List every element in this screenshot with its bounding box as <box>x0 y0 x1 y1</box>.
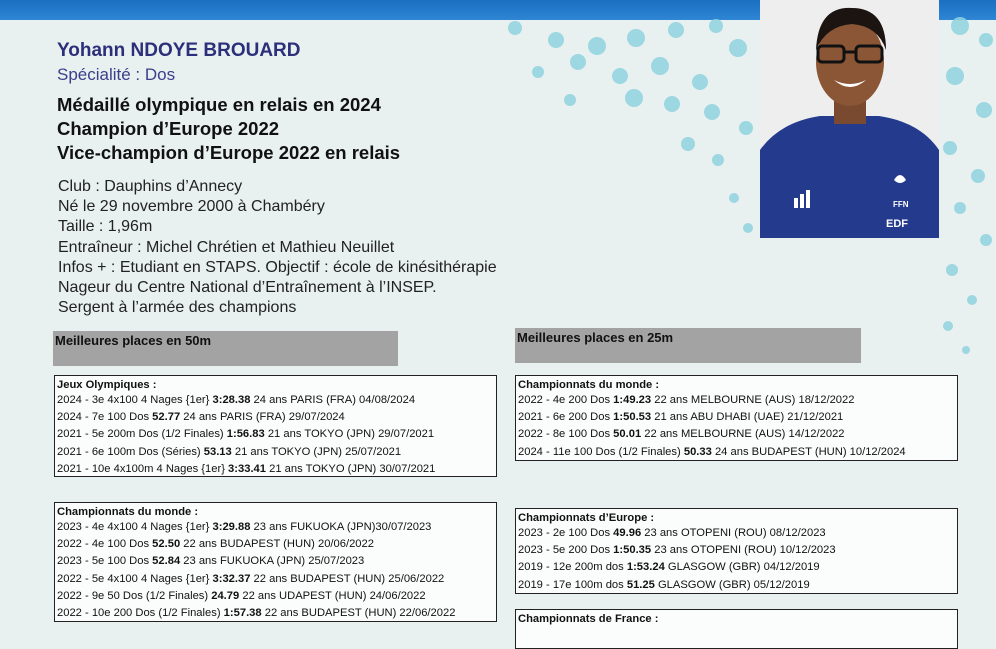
bubble <box>564 94 576 106</box>
result-details: 22 ans UDAPEST (HUN) 24/06/2022 <box>239 589 426 602</box>
result-row <box>518 525 957 542</box>
results-box-title: Championnats d’Europe : <box>518 512 655 524</box>
result-row <box>57 553 496 570</box>
edf-logo-text: EDF <box>886 218 908 230</box>
result-event: 2021 - 5e 200m Dos (1/2 Finales) <box>57 428 227 441</box>
result-event: 2024 - 7e 100 Dos <box>57 411 153 424</box>
result-time: 52.50 <box>152 538 181 551</box>
bubble <box>967 295 977 305</box>
result-row <box>57 409 496 426</box>
result-time: 50.01 <box>613 428 642 441</box>
result-details: 22 ans BUDAPEST (HUN) 25/06/2022 <box>250 572 445 585</box>
result-row <box>57 426 496 443</box>
result-row <box>57 605 496 622</box>
result-row <box>518 577 957 594</box>
result-time: 51.25 <box>626 578 655 591</box>
result-event: 2023 - 2e 100 Dos <box>518 527 614 539</box>
result-time: 1:57.38 <box>223 607 262 620</box>
bubble <box>651 57 669 75</box>
result-details: 24 ans PARIS (FRA) 04/08/2024 <box>250 394 416 406</box>
result-row <box>518 542 957 559</box>
athlete-photo <box>760 0 939 238</box>
result-event: 2023 - 4e 4x100 4 Nages {1er} <box>57 521 213 533</box>
bubble <box>508 21 522 35</box>
athlete-specialty: Spécialité : Dos <box>57 65 176 84</box>
bubble <box>739 121 753 135</box>
bubble <box>664 96 680 112</box>
bubble <box>668 22 684 38</box>
info-line: Taille : 1,96m <box>58 218 153 236</box>
result-details: 23 ans OTOPENI (ROU) 10/12/2023 <box>651 544 836 557</box>
result-details: 23 ans OTOPENI (ROU) 08/12/2023 <box>641 527 826 539</box>
results-box-title: Championnats de France : <box>518 613 659 625</box>
sc-europe-results-box <box>515 508 958 594</box>
result-event: 2022 - 9e 50 Dos (1/2 Finales) <box>57 589 212 602</box>
bubble <box>612 68 628 84</box>
result-details: 21 ans TOKYO (JPN) 30/07/2021 <box>266 462 436 475</box>
result-time: 24.79 <box>211 589 240 602</box>
bubble <box>946 264 958 276</box>
info-line: Sergent à l’armée des champions <box>58 299 297 317</box>
result-row <box>57 461 496 478</box>
result-event: 2024 - 3e 4x100 4 Nages {1er} <box>57 394 213 406</box>
result-row <box>518 409 957 426</box>
olympics-results-box <box>54 375 497 477</box>
bubble <box>979 33 993 47</box>
lc-worlds-results-box <box>54 502 497 622</box>
result-time: 3:32.37 <box>212 572 251 585</box>
bubble <box>681 137 695 151</box>
bubble <box>704 104 720 120</box>
result-time: 49.96 <box>613 527 642 539</box>
result-time: 53.13 <box>203 445 232 458</box>
bubble <box>743 223 753 233</box>
info-line: Nageur du Centre National d’Entraînement à l’INSEP. <box>58 279 437 297</box>
result-details: 24 ans BUDAPEST (HUN) 10/12/2024 <box>711 445 906 458</box>
title-line: Médaillé olympique en relais en 2024 <box>57 94 381 115</box>
info-line: Club : Dauphins d’Annecy <box>58 178 243 195</box>
result-time: 1:50.53 <box>613 411 652 424</box>
results-box-title: Jeux Olympiques : <box>57 379 157 391</box>
result-row <box>57 588 496 605</box>
result-details: 24 ans PARIS (FRA) 29/07/2024 <box>180 411 345 424</box>
result-details: 21 ans TOKYO (JPN) 29/07/2021 <box>264 428 435 441</box>
bubble <box>625 89 643 107</box>
result-row <box>57 571 496 588</box>
bubble <box>532 66 544 78</box>
bubble <box>943 321 953 331</box>
result-event: 2021 - 6e 200 Dos <box>518 411 614 424</box>
result-details: 22 ans BUDAPEST (HUN) 20/06/2022 <box>180 538 374 551</box>
result-time: 1:50.35 <box>613 544 652 557</box>
title-line: Vice-champion d’Europe 2022 en relais <box>57 142 401 163</box>
bubble <box>588 37 606 55</box>
section-header-25m: Meilleures places en 25m <box>515 328 861 363</box>
result-row <box>518 392 957 409</box>
result-event: 2022 - 4e 100 Dos <box>57 538 153 551</box>
bubble <box>729 193 739 203</box>
result-time: 52.77 <box>152 411 181 424</box>
info-line: Entraîneur : Michel Chrétien et Mathieu Neuillet <box>58 238 395 256</box>
result-event: 2023 - 5e 100 Dos <box>57 555 153 568</box>
result-details: 23 ans FUKUOKA (JPN)30/07/2023 <box>250 521 432 533</box>
bubble <box>951 17 969 35</box>
bubble <box>980 234 992 246</box>
result-details: 22 ans BUDAPEST (HUN) 22/06/2022 <box>261 607 456 620</box>
bubble <box>971 169 985 183</box>
info-line: Né le 29 novembre 2000 à Chambéry <box>58 198 325 216</box>
result-row <box>518 426 957 443</box>
result-event: 2022 - 8e 100 Dos <box>518 428 614 441</box>
bubble <box>976 102 992 118</box>
result-row <box>57 519 496 536</box>
achievement-titles <box>57 93 400 165</box>
result-time: 1:53.24 <box>626 561 665 574</box>
result-details: 21 ans TOKYO (JPN) 25/07/2021 <box>231 445 402 458</box>
result-time: 52.84 <box>152 555 181 568</box>
bubble <box>570 54 586 70</box>
info-line: Infos + : Etudiant en STAPS. Objectif : école de kinésithérapie <box>58 258 497 276</box>
result-time: 3:28.38 <box>212 394 251 406</box>
result-event: 2021 - 10e 4x100m 4 Nages {1er} <box>57 462 229 475</box>
result-row <box>518 559 957 576</box>
result-event: 2024 - 11e 100 Dos (1/2 Finales) <box>518 445 684 458</box>
result-details: 23 ans FUKUOKA (JPN) 25/07/2023 <box>180 555 365 568</box>
result-event: 2022 - 4e 200 Dos <box>518 394 614 406</box>
bubble <box>962 346 970 354</box>
result-details: GLASGOW (GBR) 05/12/2019 <box>654 578 810 591</box>
result-row <box>57 536 496 553</box>
results-box-title: Championnats du monde : <box>518 379 660 391</box>
ffn-logo-text: FFN <box>893 200 909 209</box>
section-header-50m: Meilleures places en 50m <box>53 331 398 366</box>
result-event: 2021 - 6e 100m Dos (Séries) <box>57 445 204 458</box>
result-time: 50.33 <box>683 445 712 458</box>
result-time: 1:56.83 <box>226 428 265 441</box>
result-row <box>57 444 496 461</box>
result-time: 3:29.88 <box>212 521 251 533</box>
bubble <box>943 141 957 155</box>
result-event: 2023 - 5e 200 Dos <box>518 544 614 557</box>
result-event: 2022 - 10e 200 Dos (1/2 Finales) <box>57 607 224 620</box>
result-time: 3:33.41 <box>228 462 266 475</box>
sc-worlds-results-box <box>515 375 958 461</box>
bubble <box>712 154 724 166</box>
title-line: Champion d’Europe 2022 <box>57 118 280 139</box>
bubble <box>548 32 564 48</box>
result-details: GLASGOW (GBR) 04/12/2019 <box>664 561 820 574</box>
bubble <box>692 74 708 90</box>
bubble <box>709 19 723 33</box>
result-event: 2019 - 12e 200m dos <box>518 561 627 574</box>
bubble <box>954 202 966 214</box>
result-event: 2019 - 17e 100m dos <box>518 578 627 591</box>
sc-france-results-box <box>515 609 958 649</box>
results-box-title: Championnats du monde : <box>57 506 199 518</box>
result-details: 21 ans ABU DHABI (UAE) 21/12/2021 <box>651 411 844 424</box>
bubble <box>946 67 964 85</box>
result-time: 1:49.23 <box>613 394 652 406</box>
result-details: 22 ans MELBOURNE (AUS) 14/12/2022 <box>641 428 845 441</box>
bubble <box>627 29 645 47</box>
athlete-name: Yohann NDOYE BROUARD <box>57 40 301 61</box>
athlete-info <box>58 177 497 318</box>
result-row <box>57 392 496 409</box>
bubble <box>729 39 747 57</box>
athlete-portrait-icon <box>760 0 939 238</box>
result-details: 22 ans MELBOURNE (AUS) 18/12/2022 <box>651 394 855 406</box>
result-event: 2022 - 5e 4x100 4 Nages {1er} <box>57 572 213 585</box>
result-row <box>518 444 957 461</box>
